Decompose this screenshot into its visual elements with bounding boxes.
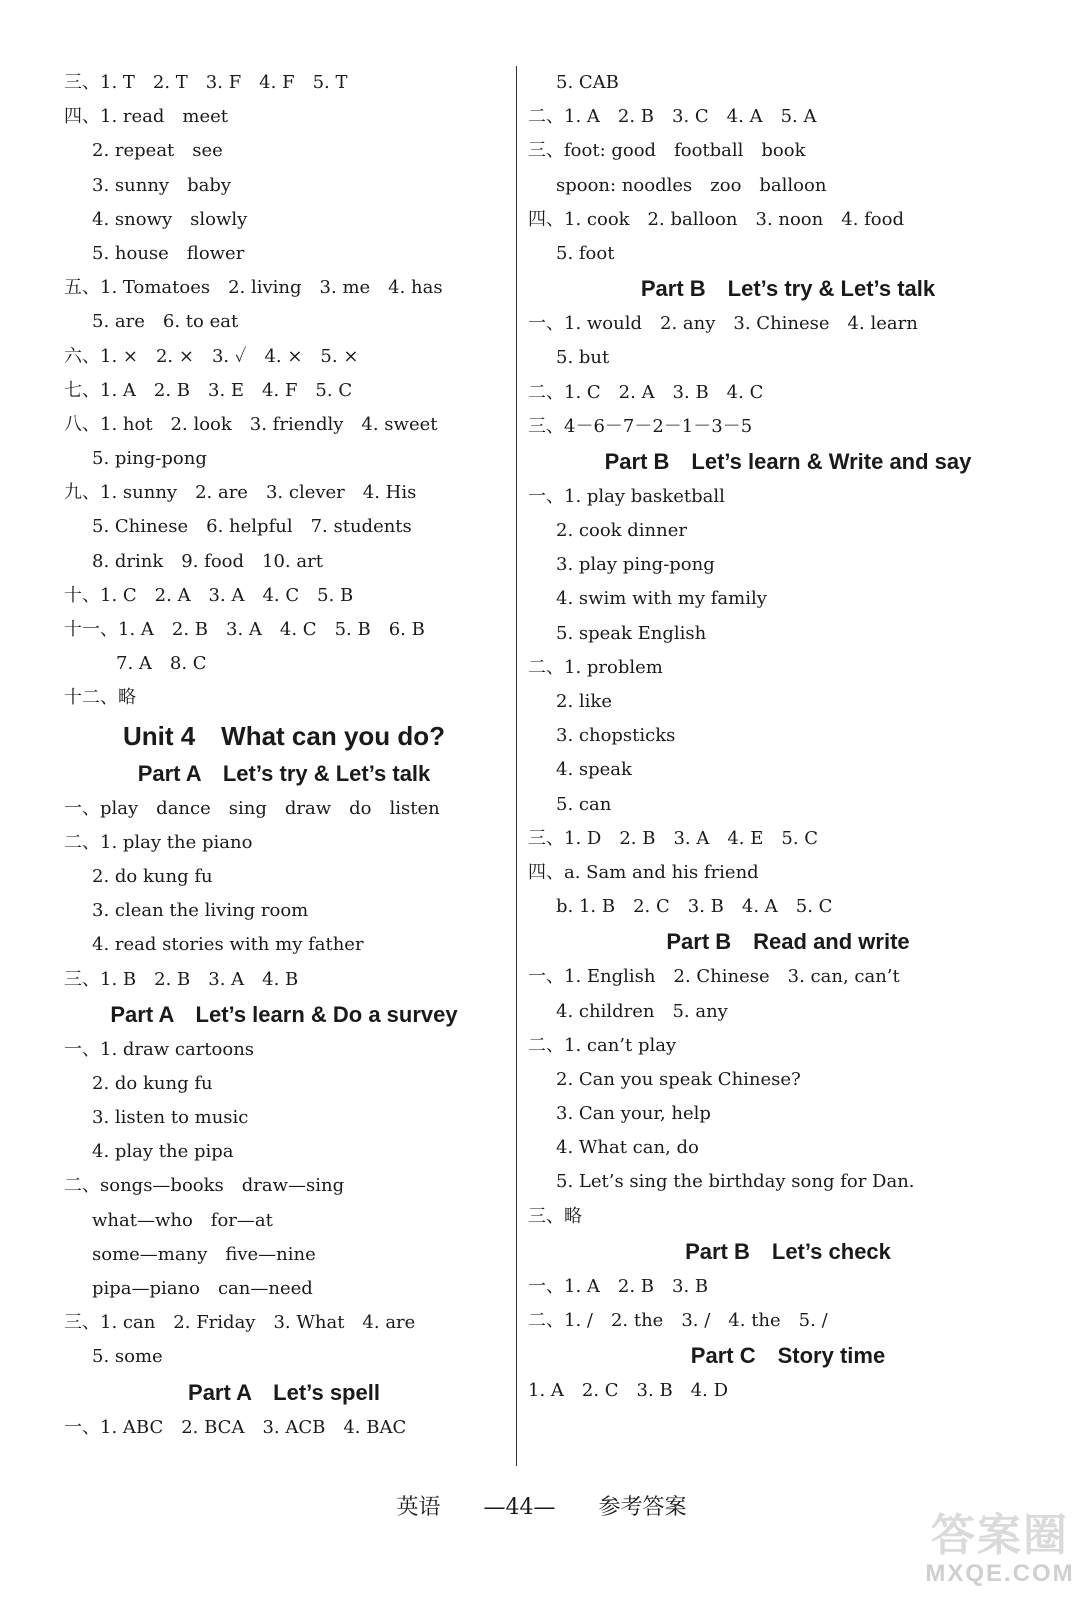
answer-line: 二、songs—books draw—sing — [64, 1175, 345, 1197]
answer-line: 二、1. / 2. the 3. / 4. the 5. / — [528, 1310, 828, 1331]
answer-line: 一、1. ABC 2. BCA 3. ACB 4. BAC — [64, 1416, 407, 1438]
answer-line: 三、1. B 2. B 3. A 4. B — [64, 968, 299, 990]
answer-line: 7. A 8. C — [116, 653, 207, 675]
answer-line: 5. CAB — [556, 72, 619, 93]
watermark-logo — [925, 1512, 1075, 1592]
answer-line: 一、play dance sing draw do listen — [64, 797, 440, 819]
answer-line: 5. foot — [556, 242, 615, 264]
answer-line: 5. Let’s sing the birthday song for Dan. — [556, 1171, 915, 1193]
section-heading: Part A Let’s spell — [188, 1379, 380, 1405]
section-heading: Part B Read and write — [666, 929, 910, 955]
answer-line: 4. snowy slowly — [92, 208, 248, 230]
footer-subject: 英语 — [396, 1495, 441, 1520]
section-heading: Part B Let’s learn & Write and say — [604, 448, 972, 474]
answer-line: 十、1. C 2. A 3. A 4. C 5. B — [64, 584, 354, 606]
answer-line: 2. Can you speak Chinese? — [556, 1068, 801, 1090]
answer-line: pipa—piano can—need — [92, 1278, 313, 1299]
answer-line: 3. play ping-pong — [556, 554, 715, 576]
answer-line: 二、1. C 2. A 3. B 4. C — [528, 381, 764, 403]
section-heading: Part A Let’s learn & Do a survey — [110, 1001, 458, 1027]
answer-column-left — [64, 66, 504, 1445]
section-heading: Part B Let’s try & Let’s talk — [640, 276, 936, 302]
answer-line: 3. Can your, help — [556, 1103, 711, 1125]
section-heading: Part C Story time — [690, 1343, 886, 1369]
answer-line: 三、1. can 2. Friday 3. What 4. are — [64, 1312, 416, 1334]
answer-line: 4. play the pipa — [92, 1141, 234, 1163]
answer-line: 4. What can, do — [556, 1137, 699, 1159]
answer-line: 5. but — [556, 347, 610, 369]
answer-line: 一、1. draw cartoons — [64, 1038, 255, 1060]
answer-line: 一、1. would 2. any 3. Chinese 4. learn — [528, 313, 918, 335]
answer-line: some—many five—nine — [92, 1243, 316, 1265]
answer-line: 2. like — [556, 691, 612, 712]
column-divider — [516, 66, 517, 1466]
answer-line: 四、a. Sam and his friend — [528, 861, 759, 883]
answer-line: 二、1. A 2. B 3. C 4. A 5. A — [528, 106, 817, 128]
section-heading: Unit 4 What can you do? — [122, 720, 446, 751]
answer-line: 5. speak English — [556, 622, 707, 644]
answer-line: 4. read stories with my father — [92, 934, 364, 956]
answer-line: 8. drink 9. food 10. art — [92, 550, 323, 572]
answer-line: 五、1. Tomatoes 2. living 3. me 4. has — [64, 277, 443, 299]
answer-line: 二、1. problem — [528, 656, 663, 678]
answer-line: 三、foot: good football book — [528, 140, 806, 162]
answer-line: b. 1. B 2. C 3. B 4. A 5. C — [556, 896, 833, 918]
answer-column-right — [528, 66, 1048, 1408]
answer-line: 一、1. play basketball — [528, 485, 725, 507]
answer-line: 4. swim with my family — [556, 588, 767, 610]
answer-line: 2. do kung fu — [92, 865, 213, 887]
answer-line: 三、略 — [528, 1205, 582, 1227]
section-heading: Part B Let’s check — [685, 1238, 891, 1264]
answer-line: 4. speak — [556, 759, 632, 781]
section-heading: Part A Let’s try & Let’s talk — [137, 760, 431, 786]
footer-label: 参考答案 — [598, 1495, 687, 1520]
page-footer — [0, 1488, 1083, 1528]
answer-line: 三、1. T 2. T 3. F 4. F 5. T — [64, 72, 348, 93]
answer-line: 十二、略 — [64, 687, 136, 709]
answer-line: what—who for—at — [92, 1209, 273, 1231]
answer-line: 三、4－6－7－2－1－3－5 — [528, 415, 753, 437]
answer-line: 3. sunny baby — [92, 174, 232, 196]
answer-line: 3. chopsticks — [556, 725, 676, 747]
answer-line: 一、1. English 2. Chinese 3. can, can’t — [528, 966, 900, 988]
watermark-text-top: 答案圈 — [931, 1511, 1069, 1560]
answer-line: 六、1. × 2. × 3. ✓ 4. × 5. × — [64, 345, 359, 367]
answer-line: 4. children 5. any — [556, 1000, 728, 1022]
watermark-text-bottom: MXQE.COM — [925, 1560, 1075, 1587]
answer-line: 1. A 2. C 3. B 4. D — [528, 1380, 729, 1402]
answer-line: 三、1. D 2. B 3. A 4. E 5. C — [528, 827, 819, 849]
answer-line: 5. ping-pong — [92, 448, 207, 470]
answer-line: 二、1. can’t play — [528, 1034, 677, 1056]
footer-page-number: —44— — [483, 1495, 556, 1520]
answer-line: 3. clean the living room — [92, 900, 309, 922]
answer-line: 5. are 6. to eat — [92, 311, 239, 333]
answer-line: 2. do kung fu — [92, 1072, 213, 1094]
answer-line: 一、1. A 2. B 3. B — [528, 1275, 709, 1297]
answer-line: 3. listen to music — [92, 1107, 249, 1129]
answer-line: 八、1. hot 2. look 3. friendly 4. sweet — [64, 413, 438, 435]
answer-line: 十一、1. A 2. B 3. A 4. C 5. B 6. B — [64, 619, 425, 640]
answer-line: 四、1. cook 2. balloon 3. noon 4. food — [528, 208, 904, 230]
answer-line: 5. Chinese 6. helpful 7. students — [92, 516, 412, 538]
answer-line: 5. some — [92, 1346, 163, 1368]
answer-line: 5. house flower — [92, 242, 245, 264]
answer-line: 2. repeat see — [92, 140, 223, 162]
answer-line: 二、1. play the piano — [64, 831, 253, 853]
answer-line: 九、1. sunny 2. are 3. clever 4. His — [64, 482, 417, 504]
answer-line: 四、1. read meet — [64, 106, 229, 128]
answer-line: spoon: noodles zoo balloon — [556, 174, 827, 196]
answer-line: 2. cook dinner — [556, 520, 688, 542]
answer-line: 5. can — [556, 793, 612, 815]
answer-line: 七、1. A 2. B 3. E 4. F 5. C — [64, 379, 353, 401]
